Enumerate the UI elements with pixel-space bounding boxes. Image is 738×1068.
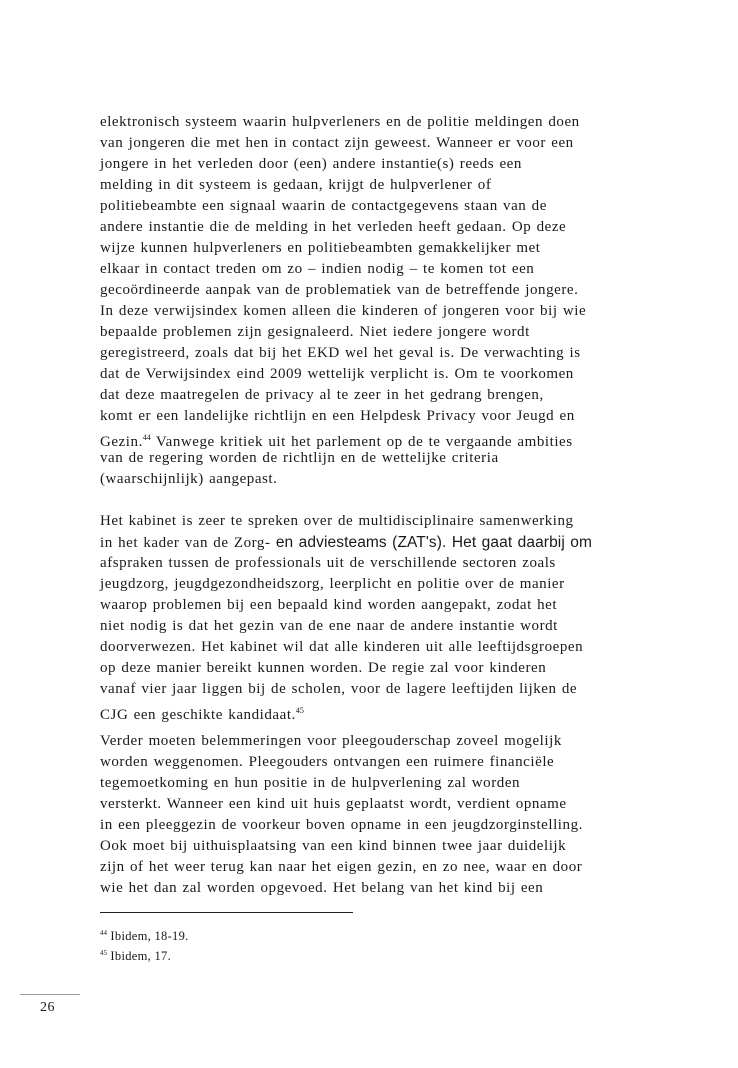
text-segment: politiebeambte een signaal waarin de contactgegevens staan van de <box>100 198 547 214</box>
text-segment: (waarschijnlijk) aangepast. <box>100 471 278 487</box>
footnote-text: Ibidem, 17. <box>107 949 172 963</box>
footnote-text: Ibidem, 18-19. <box>107 929 189 943</box>
text-line <box>100 616 592 637</box>
text-line <box>100 301 586 322</box>
text-segment: gecoördineerde aanpak van de problematiek van de betreffende jongere. <box>100 282 579 298</box>
text-line <box>100 259 586 280</box>
page-number-divider <box>20 994 80 995</box>
text-segment: niet nodig is dat het gezin van de ene naar de andere instantie wordt <box>100 618 558 634</box>
text-line <box>100 406 586 427</box>
page-number: 26 <box>40 1000 55 1015</box>
text-segment: CJG een geschikte kandidaat. <box>100 707 296 723</box>
text-segment: van jongeren die met hen in contact zijn geweest. Wanneer er voor een <box>100 135 574 151</box>
text-line <box>100 815 583 836</box>
footnote-number: 45 <box>100 949 107 957</box>
text-line <box>100 154 586 175</box>
text-line <box>100 553 592 574</box>
footnote-divider <box>100 912 353 913</box>
text-segment: geregistreerd, zoals dat bij het EKD wel het geval is. De verwachting is <box>100 345 581 361</box>
text-line <box>100 427 586 448</box>
text-segment: wie het dan zal worden opgevoed. Het belang van het kind bij een <box>100 880 544 896</box>
paragraph-3 <box>100 731 583 899</box>
text-line <box>100 532 592 553</box>
text-segment: vanaf vier jaar liggen bij de scholen, voor de lagere leeftijden lijken de <box>100 681 578 697</box>
text-line <box>100 238 586 259</box>
footnote-44 <box>100 923 189 943</box>
text-segment: versterkt. Wanneer een kind uit huis geplaatst wordt, verdient opname <box>100 796 567 812</box>
text-segment: Het kabinet is zeer te spreken over de multidisciplinaire samenwerking <box>100 513 574 529</box>
text-line <box>100 878 583 899</box>
text-segment: worden weggenomen. Pleegouders ontvangen een ruimere financiële <box>100 754 555 770</box>
text-segment: doorverwezen. Het kabinet wil dat alle kinderen uit alle leeftijdsgroepen <box>100 639 584 655</box>
text-line <box>100 658 592 679</box>
text-segment: waarop problemen bij een bepaald kind worden aangepakt, zodat het <box>100 597 558 613</box>
text-line <box>100 794 583 815</box>
text-line <box>100 679 592 700</box>
paragraph-2 <box>100 511 592 721</box>
text-line <box>100 175 586 196</box>
paragraph-1 <box>100 112 586 490</box>
text-segment: dat deze maatregelen de privacy al te zeer in het gedrang brengen, <box>100 387 544 403</box>
text-segment: komt er een landelijke richtlijn en een Helpdesk Privacy voor Jeugd en <box>100 408 575 424</box>
text-line <box>100 469 586 490</box>
text-line <box>100 364 586 385</box>
text-segment: elektronisch systeem waarin hulpverleners en de politie meldingen doen <box>100 114 580 130</box>
text-line <box>100 574 592 595</box>
text-segment: en adviesteams (ZAT's). Het gaat daarbij om <box>275 534 593 551</box>
text-line <box>100 511 592 532</box>
text-segment: tegemoetkoming en hun positie in de hulpverlening zal worden <box>100 775 521 791</box>
text-segment: bepaalde problemen zijn gesignaleerd. Niet iedere jongere wordt <box>100 324 530 340</box>
footnote-reference: 45 <box>295 706 304 715</box>
text-line <box>100 637 592 658</box>
text-line <box>100 752 583 773</box>
footnote-reference: 44 <box>142 433 151 442</box>
text-line <box>100 196 586 217</box>
text-line <box>100 133 586 154</box>
text-segment: afspraken tussen de professionals uit de verschillende sectoren zoals <box>100 555 556 571</box>
text-segment: in het kader van de Zorg- <box>100 535 276 551</box>
text-line <box>100 700 592 721</box>
text-line <box>100 343 586 364</box>
footnote-45 <box>100 943 189 963</box>
text-line <box>100 857 583 878</box>
text-segment: elkaar in contact treden om zo – indien nodig – te komen tot een <box>100 261 535 277</box>
footnotes <box>100 923 189 963</box>
text-segment: zijn of het weer terug kan naar het eigen gezin, en zo nee, waar en door <box>100 859 583 875</box>
text-segment: van de regering worden de richtlijn en de wettelijke criteria <box>100 450 499 466</box>
text-line <box>100 112 586 133</box>
text-line <box>100 773 583 794</box>
text-segment: dat de Verwijsindex eind 2009 wettelijk verplicht is. Om te voorkomen <box>100 366 574 382</box>
text-segment: melding in dit systeem is gedaan, krijgt de hulpverlener of <box>100 177 492 193</box>
text-line <box>100 280 586 301</box>
text-line <box>100 448 586 469</box>
footnote-number: 44 <box>100 929 107 937</box>
text-line <box>100 217 586 238</box>
text-line <box>100 322 586 343</box>
text-segment: In deze verwijsindex komen alleen die kinderen of jongeren voor bij wie <box>100 303 587 319</box>
text-segment: Verder moeten belemmeringen voor pleegouderschap zoveel mogelijk <box>100 733 562 749</box>
text-segment: andere instantie die de melding in het verleden heeft gedaan. Op deze <box>100 219 567 235</box>
text-segment: Gezin. <box>100 434 143 450</box>
text-line <box>100 595 592 616</box>
text-segment: jeugdzorg, jeugdgezondheidszorg, leerplicht en politie over de manier <box>100 576 565 592</box>
text-segment: in een pleeggezin de voorkeur boven opname in een jeugdzorginstelling. <box>100 817 583 833</box>
text-segment: op deze manier bereikt kunnen worden. De regie zal voor kinderen <box>100 660 547 676</box>
text-line <box>100 385 586 406</box>
text-line <box>100 731 583 752</box>
text-line <box>100 836 583 857</box>
text-segment: jongere in het verleden door (een) andere instantie(s) reeds een <box>100 156 522 172</box>
text-segment: Ook moet bij uithuisplaatsing van een kind binnen twee jaar duidelijk <box>100 838 567 854</box>
text-segment: Vanwege kritiek uit het parlement op de te vergaande ambities <box>150 434 573 450</box>
text-segment: wijze kunnen hulpverleners en politiebeambten gemakkelijker met <box>100 240 541 256</box>
